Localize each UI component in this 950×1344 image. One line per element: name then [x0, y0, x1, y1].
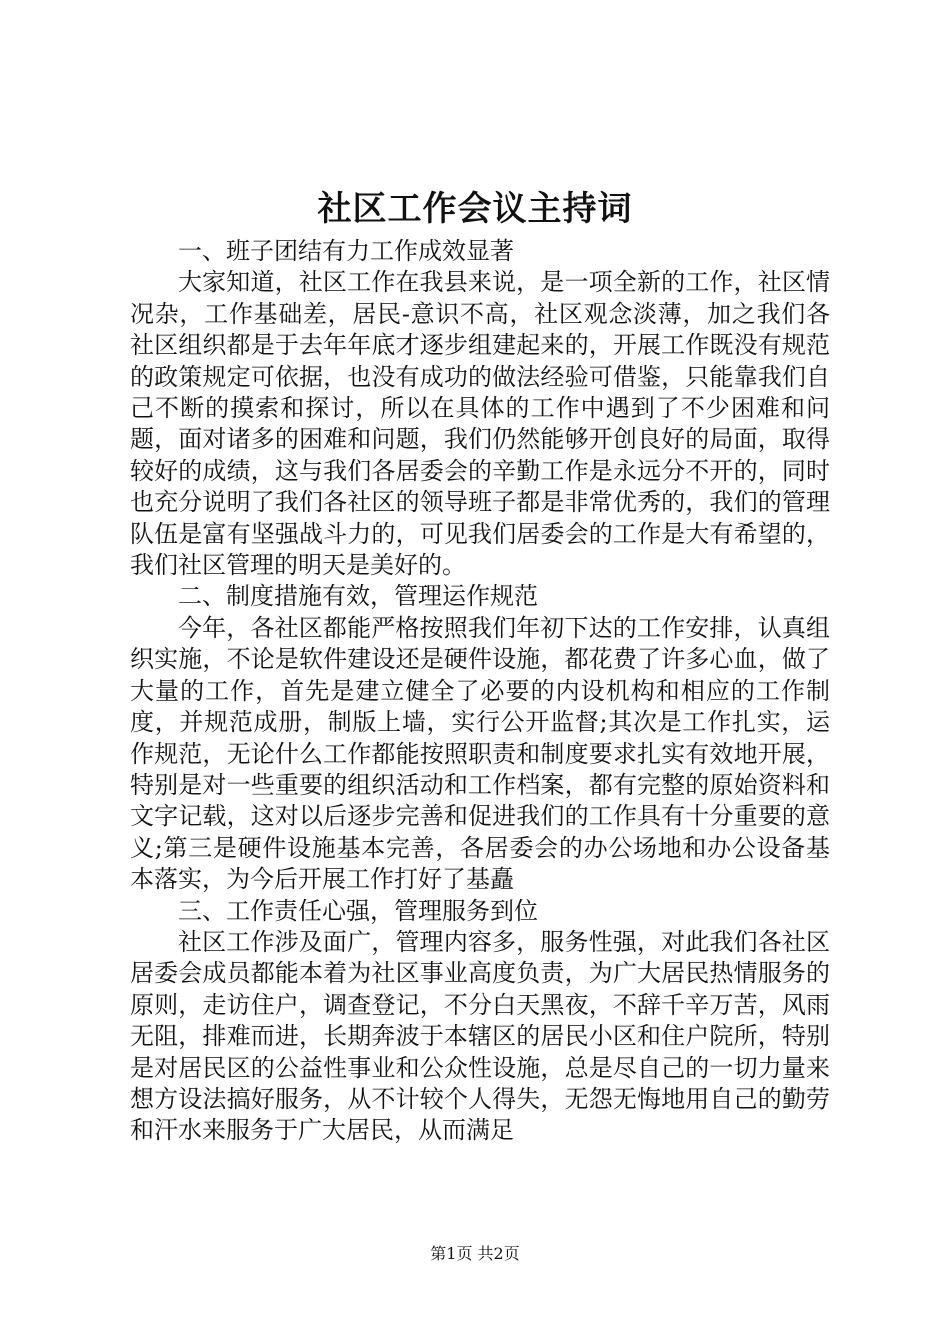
- body-paragraph-3: 社区工作涉及面广，管理内容多，服务性强，对此我们各社区居委会成员都能本着为社区事业高度负责，为广大居民热情服务的原则，走访住户，调查登记，不分白天黑夜，不辞千辛万苦，风雨无阻，排难而进，长期奔波于本辖区的居民小区和住户院所，特别是对居民区的公益性事业和公众性设施，总是尽自己的一切力量来想方设法搞好服务，从不计较个人得失，无怨无悔地用自己的勤劳和汗水来服务于广大居民，从而满足: [130, 927, 830, 1145]
- page-number-footer: 第1页 共2页: [430, 1244, 520, 1263]
- document-title: 社区工作会议主持词: [317, 189, 633, 229]
- body-paragraph-1: 大家知道，社区工作在我县来说，是一项全新的工作，社区情况杂，工作基础差，居民-意识不高，社区观念淡薄，加之我们各社区组织都是于去年年底才逐步组建起来的，开展工作既没有规范的政策规定可依据，也没有成功的做法经验可借鉴，只能靠我们自己不断的摸索和探讨，所以在具体的工作中遇到了不少困难和问题，面对诸多的困难和问题，我们仍然能够开创良好的局面，取得较好的成绩，这与我们各居委会的辛勤工作是永远分不开的，同时也充分说明了我们各社区的领导班子都是非常优秀的，我们的管理队伍是富有坚强战斗力的，可见我们居委会的工作是大有希望的，我们社区管理的明天是美好的。: [130, 268, 830, 580]
- document-body: [130, 236, 830, 1147]
- body-paragraph-2: 今年，各社区都能严格按照我们年初下达的工作安排，认真组织实施，不论是软件建设还是硬件设施，都花费了许多心血，做了大量的工作，首先是建立健全了必要的内设机构和相应的工作制度，并规范成册，制版上墙，实行公开监督;其次是工作扎实，运作规范，无论什么工作都能按照职责和制度要求扎实有效地开展，特别是对一些重要的组织活动和工作档案，都有完整的原始资料和文字记载，这对以后逐步完善和促进我们的工作具有十分重要的意义;第三是硬件设施基本完善，各居委会的办公场地和办公设备基本落实，为今后开展工作打好了基矗: [130, 613, 830, 894]
- section-heading-2: 二、制度措施有效，管理运作规范: [178, 582, 538, 611]
- section-heading-3: 三、工作责任心强，管理服务到位: [178, 896, 538, 925]
- section-heading-1: 一、班子团结有力工作成效显著: [178, 237, 514, 265]
